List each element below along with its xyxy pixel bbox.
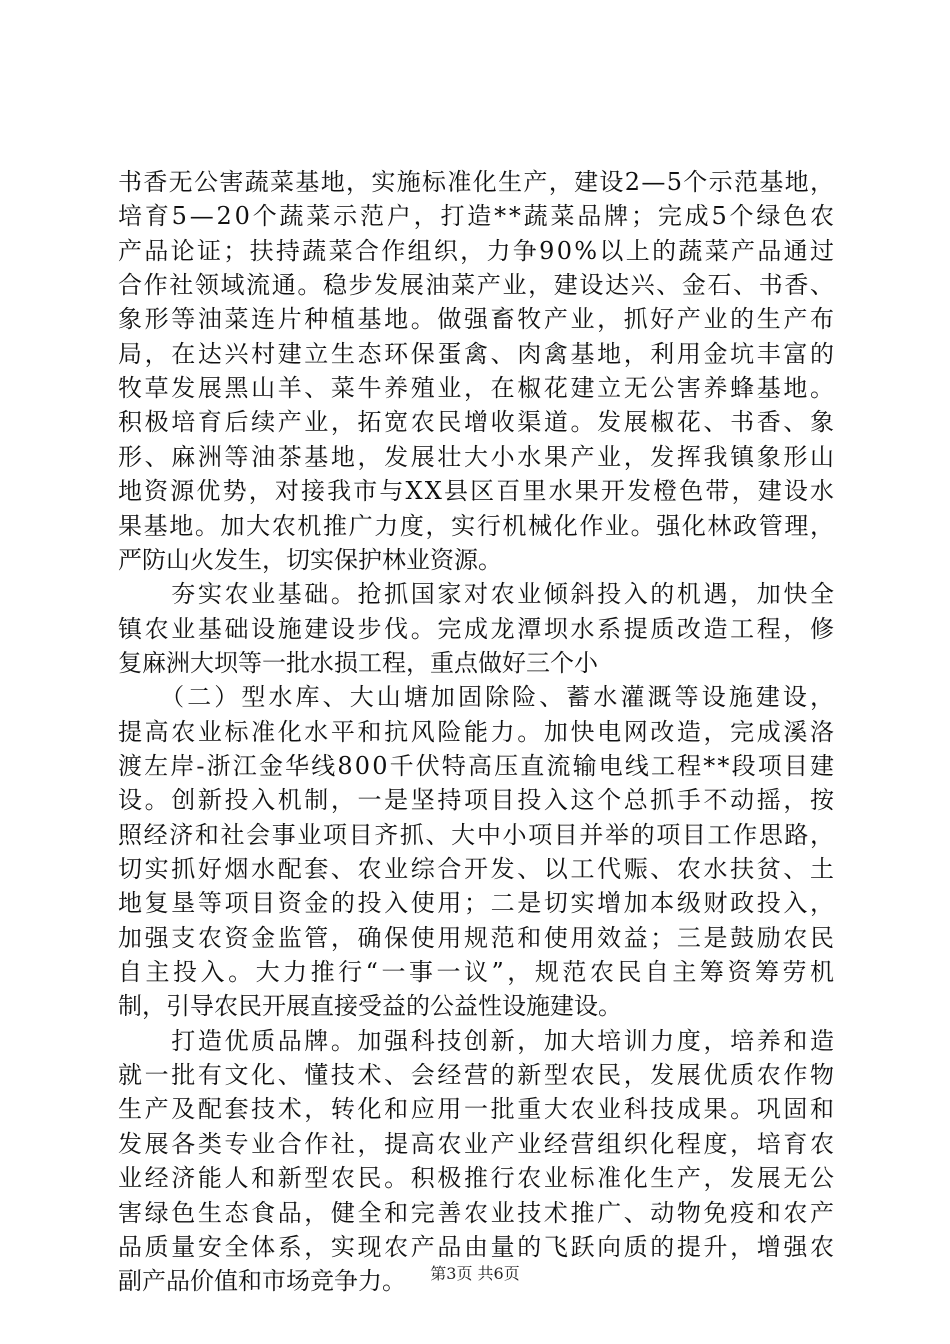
text-line: 合作社领域流通。稳步发展油菜产业，建设达兴、金石、书香、 xyxy=(118,271,836,300)
text-line: 加强支农资金监管，确保使用规范和使用效益；三是鼓励农民 xyxy=(118,923,837,952)
text-line: 象形等油菜连片种植基地。做强畜牧产业，抓好产业的生产布 xyxy=(118,305,837,334)
text-line: 副产品价值和市场竞争力。 xyxy=(118,1267,406,1296)
text-line: 牧草发展黑山羊、菜牛养殖业，在椒花建立无公害养蜂基地。 xyxy=(118,374,837,403)
text-line: 镇农业基础设施建设步伐。完成龙潭坝水系提质改造工程，修 xyxy=(118,614,837,643)
text-line: 地资源优势，对接我市与XX县区百里水果开发橙色带，建设水 xyxy=(118,477,837,506)
text-line: 积极培育后续产业，拓宽农民增收渠道。发展椒花、书香、象 xyxy=(118,408,837,437)
text-line: 产品论证；扶持蔬菜合作组织，力争90%以上的蔬菜产品通过 xyxy=(118,236,837,265)
text-line: 形、麻洲等油茶基地，发展壮大小水果产业，发挥我镇象形山 xyxy=(118,442,837,471)
text-line: 地复垦等项目资金的投入使用；二是切实增加本级财政投入， xyxy=(118,889,837,918)
text-line: （二）型水库、大山塘加固除险、蓄水灌溉等设施建设， xyxy=(118,683,838,712)
text-line: 业经济能人和新型农民。积极推行农业标准化生产，发展无公 xyxy=(118,1164,837,1193)
text-line: 渡左岸-浙江金华线800千伏特高压直流输电线工程**段项目建 xyxy=(118,751,837,780)
text-line: 制，引导农民开展直接受益的公益性设施建设。 xyxy=(118,992,622,1021)
page-footer: 第3页 共6页 xyxy=(430,1264,520,1283)
text-line: 打造优质品牌。加强科技创新，加大培训力度，培养和造 xyxy=(118,1026,837,1055)
text-line: 严防山火发生，切实保护林业资源。 xyxy=(118,545,502,574)
text-line: 发展各类专业合作社，提高农业产业经营组织化程度，培育农 xyxy=(118,1129,837,1158)
text-line: 提高农业标准化水平和抗风险能力。加快电网改造，完成溪洛 xyxy=(118,717,837,746)
text-line: 复麻洲大坝等一批水损工程，重点做好三个小 xyxy=(118,648,598,677)
text-line: 书香无公害蔬菜基地，实施标准化生产，建设2—5个示范基地， xyxy=(118,168,836,196)
text-line: 果基地。加大农机推广力度，实行机械化作业。强化林政管理， xyxy=(118,511,836,540)
text-line: 切实抓好烟水配套、农业综合开发、以工代赈、农水扶贫、土 xyxy=(118,855,837,883)
text-line: 品质量安全体系，实现农产品由量的飞跃向质的提升，增强农 xyxy=(118,1232,837,1261)
text-line: 夯实农业基础。抢抓国家对农业倾斜投入的机遇，加快全 xyxy=(118,580,837,609)
text-line: 就一批有文化、懂技术、会经营的新型农民，发展优质农作物 xyxy=(118,1061,837,1090)
text-line: 自主投入。大力推行“一事一议”，规范农民自主筹资筹劳机 xyxy=(118,958,838,987)
text-line: 害绿色生态食品，健全和完善农业技术推广、动物免疫和农产 xyxy=(118,1198,837,1227)
text-line: 生产及配套技术，转化和应用一批重大农业科技成果。巩固和 xyxy=(118,1095,837,1124)
text-line: 培育5—20个蔬菜示范户，打造**蔬菜品牌；完成5个绿色农 xyxy=(118,202,837,231)
text-line: 设。创新投入机制，一是坚持项目投入这个总抓手不动摇，按 xyxy=(118,786,837,815)
text-line: 局，在达兴村建立生态环保蛋禽、肉禽基地，利用金坑丰富的 xyxy=(118,339,837,368)
text-line: 照经济和社会事业项目齐抓、大中小项目并举的项目工作思路， xyxy=(118,820,836,849)
